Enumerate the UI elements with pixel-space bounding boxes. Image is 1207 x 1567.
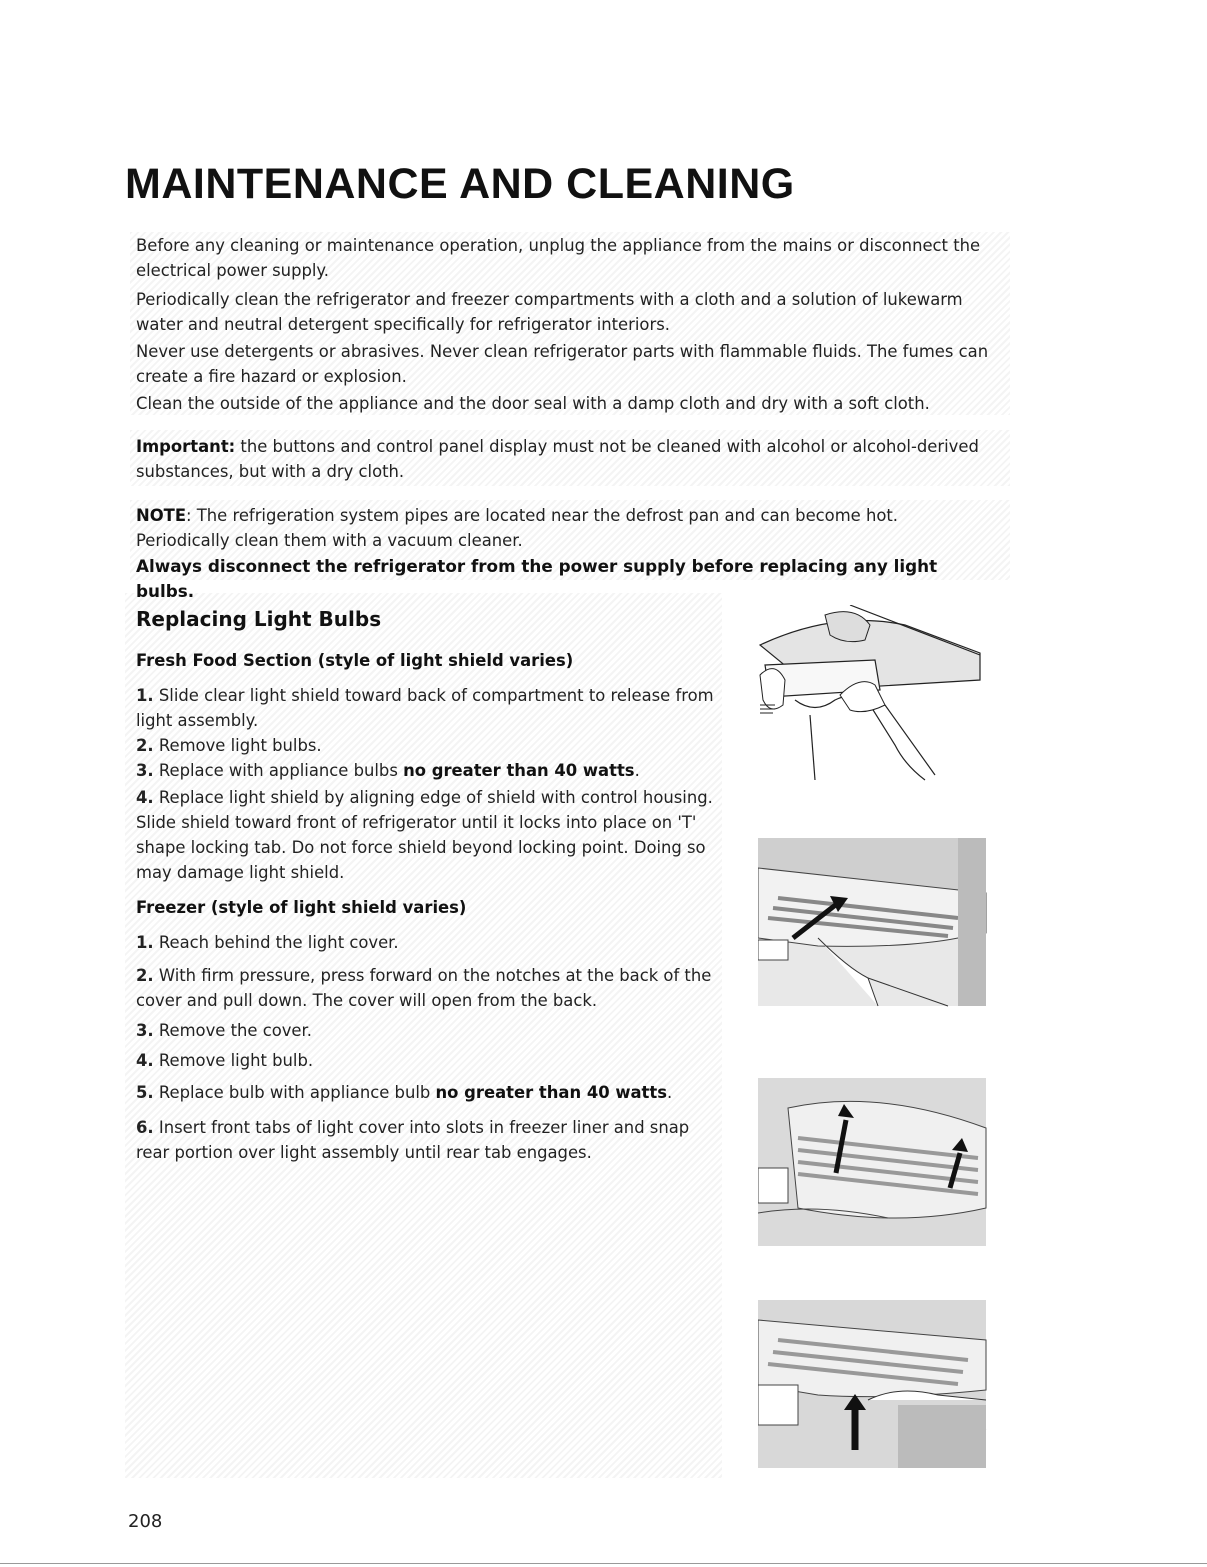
freezer-step-5: 5. Replace bulb with appliance bulb no greater than 40 watts. <box>136 1083 673 1102</box>
fresh-step-3: 3. Replace with appliance bulbs no greater than 40 watts. <box>136 761 640 780</box>
freezer-step-4: 4. Remove light bulb. <box>136 1051 314 1070</box>
fresh-step-4: 4. Replace light shield by aligning edge of shield with control housing. Slide shield toward front of refrigerator until it locks into place on 'T' shape locking tab. Do not force shield beyond locking point. Doing so may damage light shield. <box>136 788 713 882</box>
warning-text: Always disconnect the refrigerator from the power supply before replacing any light bulbs. <box>136 556 938 601</box>
page-title: MAINTENANCE AND CLEANING <box>125 160 795 208</box>
note-label: NOTE <box>136 506 187 525</box>
page-bottom-rule <box>0 1563 1207 1564</box>
intro-paragraph-3: Never use detergents or abrasives. Never clean refrigerator parts with flammable fluids. The fumes can create a fire hazard or explosion. <box>136 342 989 386</box>
freezer-reach-illustration <box>758 838 988 1008</box>
freezer-step-6: 6. Insert front tabs of light cover into slots in freezer liner and snap rear portion over light assembly until rear tab engages. <box>136 1118 690 1162</box>
freezer-step-1: 1. Reach behind the light cover. <box>136 933 399 952</box>
important-paragraph <box>136 434 996 484</box>
freezer-cover-open-illustration <box>758 1078 988 1248</box>
section-heading: Replacing Light Bulbs <box>136 607 382 631</box>
fresh-step-1: 1. Slide clear light shield toward back of compartment to release from light assembly. <box>136 686 714 730</box>
freezer-heading: Freezer (style of light shield varies) <box>136 898 467 917</box>
note-text: : The refrigeration system pipes are located near the defrost pan and can become hot. Periodically clean them with a vacuum cleaner. <box>136 506 899 550</box>
fresh-food-heading: Fresh Food Section (style of light shield varies) <box>136 651 574 670</box>
note-paragraph <box>136 503 996 553</box>
intro-paragraph-4: Clean the outside of the appliance and the door seal with a damp cloth and dry with a soft cloth. <box>136 394 930 413</box>
page-number: 208 <box>128 1511 163 1532</box>
fresh-food-shield-illustration <box>755 605 985 785</box>
important-label: Important: <box>136 437 236 456</box>
freezer-cover-close-illustration <box>758 1300 988 1470</box>
freezer-step-3: 3. Remove the cover. <box>136 1021 312 1040</box>
fresh-step-2: 2. Remove light bulbs. <box>136 736 322 755</box>
intro-paragraph-2: Periodically clean the refrigerator and freezer compartments with a cloth and a solution of lukewarm water and neutral detergent specifically for refrigerator interiors. <box>136 290 963 334</box>
freezer-step-2: 2. With firm pressure, press forward on the notches at the back of the cover and pull down. The cover will open from the back. <box>136 966 712 1010</box>
intro-paragraph-1: Before any cleaning or maintenance operation, unplug the appliance from the mains or disconnect the electrical power supply. <box>136 236 981 280</box>
important-text: the buttons and control panel display must not be cleaned with alcohol or alcohol-derived substances, but with a dry cloth. <box>136 437 979 481</box>
